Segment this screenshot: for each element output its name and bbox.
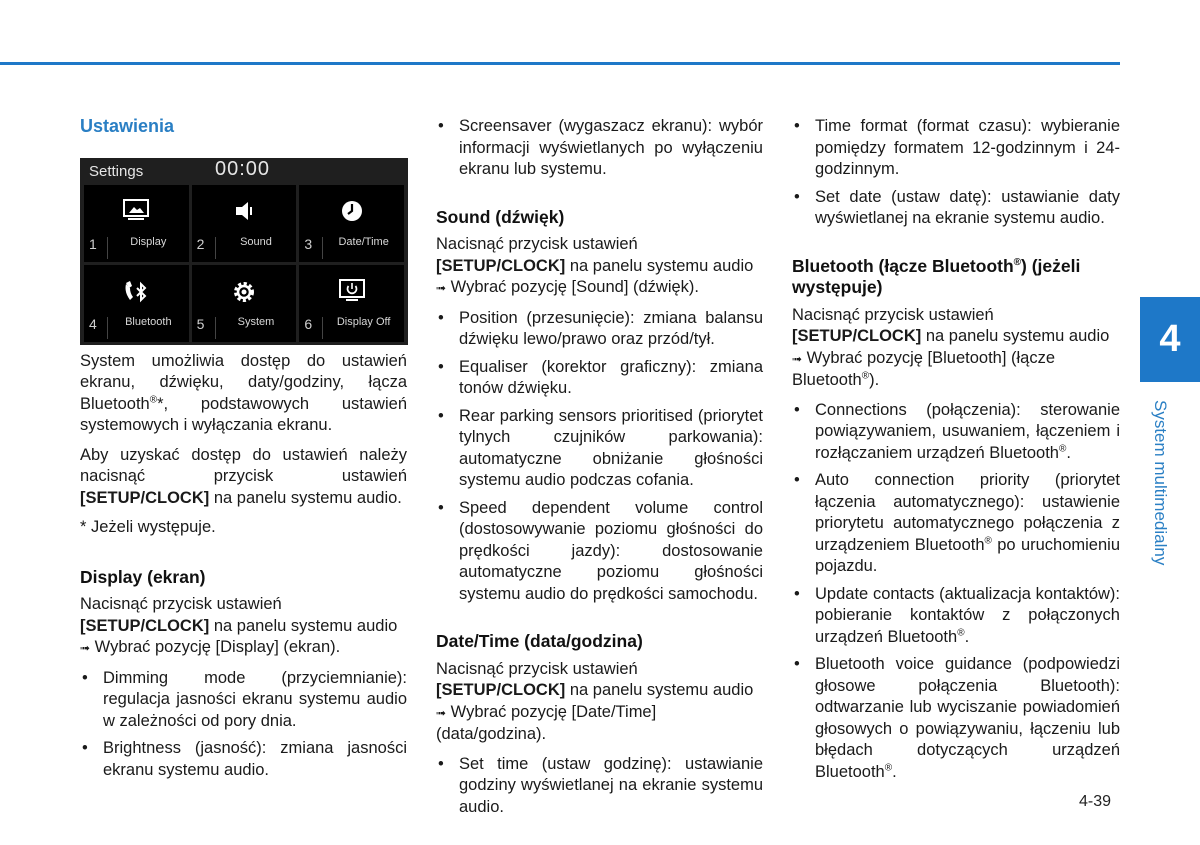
tile-sound[interactable] xyxy=(192,185,297,262)
list-item: • Brightness (jasność): zmiana jasności ekranu systemu audio. xyxy=(80,738,407,781)
settings-screen xyxy=(80,158,408,345)
display-list-continued xyxy=(436,116,763,181)
bluetooth-instruction: Nacisnąć przycisk ustawień [SETUP/CLOCK] na panelu systemu audio ➟ Wybrać pozycję [Bluetooth] (łącze Bluetooth®). xyxy=(792,305,1110,389)
arrow-icon: ➟ xyxy=(436,705,447,720)
speaker-icon xyxy=(192,199,297,223)
tile-label: Bluetooth xyxy=(125,316,172,328)
sound-instruction: Nacisnąć przycisk ustawień [SETUP/CLOCK] na panelu systemu audio ➟ Wybrać pozycję [Sound] (dźwięk). xyxy=(436,235,754,296)
arrow-icon: ➟ xyxy=(436,281,447,295)
section-heading: Ustawienia xyxy=(80,116,175,136)
monitor-power-icon xyxy=(299,279,404,303)
tile-number: 4 xyxy=(89,314,107,336)
tile-number: 2 xyxy=(197,234,215,256)
date-time-list-continued xyxy=(792,116,1120,230)
sound-list xyxy=(436,308,763,606)
tile-number: 5 xyxy=(197,314,215,336)
list-item: • Dimming mode (przyciemnianie): regulacja jasności ekranu systemu audio w zależności od pory dnia. xyxy=(80,668,407,733)
clock-icon xyxy=(299,199,404,223)
arrow-icon: ➟ xyxy=(80,641,91,655)
bluetooth-heading: Bluetooth (łącze Bluetooth®) (jeżeli występuje) xyxy=(792,255,1081,297)
list-item: • Connections (połączenia): sterowanie powiązywaniem, usuwaniem, łączeniem i rozłączaniem urządzeń Bluetooth®. xyxy=(792,400,1120,465)
tile-date-time[interactable] xyxy=(299,185,404,262)
tile-label: Sound xyxy=(240,236,272,248)
tile-number: 3 xyxy=(304,234,322,256)
list-item: • Time format (format czasu): wybieranie pomiędzy formatem 12-godzinnym i 24-godzinnym. xyxy=(792,116,1120,181)
tile-bluetooth[interactable] xyxy=(84,265,189,342)
list-item: • Rear parking sensors prioritised (priorytet tylnych czujników parkowania): automatyczne obniżanie głośności systemu audio podczas cofania. xyxy=(436,406,763,492)
list-item: • Set time (ustaw godzinę): ustawianie godziny wyświetlanej na ekranie systemu audio. xyxy=(436,754,763,819)
bluetooth-list xyxy=(792,400,1120,784)
arrow-icon: ➟ xyxy=(792,351,803,366)
tile-display[interactable] xyxy=(84,185,189,262)
bluetooth-phone-icon xyxy=(84,279,189,303)
screen-title: Settings xyxy=(89,162,144,180)
page-number: 4-39 xyxy=(1079,793,1112,810)
tile-label: System xyxy=(237,316,275,328)
display-instruction: Nacisnąć przycisk ustawień [SETUP/CLOCK] na panelu systemu audio ➟ Wybrać pozycję [Display] (ekran). xyxy=(80,595,398,656)
tile-display-off[interactable] xyxy=(299,265,404,342)
chapter-tab[interactable]: 4 xyxy=(1140,297,1200,382)
sound-heading: Sound (dźwięk) xyxy=(436,206,565,227)
screen-status-bar xyxy=(80,158,408,186)
list-item: • Set date (ustaw datę): ustawianie daty wyświetlanej na ekranie systemu audio. xyxy=(792,187,1120,230)
list-item: • Auto connection priority (priorytet łączenia automatycznego): ustawienie priorytetu automatycznego połączenia z urządzeniem Bluetooth® po uruchomieniu pojazdu. xyxy=(792,470,1120,578)
tile-system[interactable] xyxy=(192,265,297,342)
list-item: • Equaliser (korektor graficzny): zmiana tonów dźwięku. xyxy=(436,357,763,400)
column-1 xyxy=(80,100,407,787)
column-3 xyxy=(792,116,1120,789)
display-icon xyxy=(84,199,189,223)
display-list xyxy=(80,668,407,782)
intro-paragraph: System umożliwia dostęp do ustawień ekranu, dźwięku, daty/godziny, łącza Bluetooth®*, podstawowych ustawień systemowych i wyłączania ekranu. xyxy=(80,351,407,434)
list-item: • Update contacts (aktualizacja kontaktów): pobieranie kontaktów z połączonych urządzeń Bluetooth®. xyxy=(792,584,1120,649)
date-time-heading: Date/Time (data/godzina) xyxy=(436,631,643,651)
footnote: * Jeżeli występuje. xyxy=(80,518,216,536)
access-paragraph: Aby uzyskać dostęp do ustawień należy nacisnąć przycisk ustawień [SETUP/CLOCK] na panelu systemu audio. xyxy=(80,445,407,507)
tile-label: Display xyxy=(130,236,167,248)
settings-grid xyxy=(84,185,404,342)
tile-label: Display Off xyxy=(336,316,391,328)
chapter-title: System multimedialny xyxy=(1151,400,1170,566)
gear-icon xyxy=(192,279,297,303)
tile-number: 1 xyxy=(89,234,107,256)
list-item: • Bluetooth voice guidance (podpowiedzi głosowe połączenia Bluetooth): odtwarzanie lub wyciszanie powiadomień głosowych o powiązywaniu, łączeniu lub błędach dotyczących urządzeń Bluetooth®. xyxy=(792,654,1120,783)
header-rule xyxy=(0,62,1120,65)
date-time-instruction: Nacisnąć przycisk ustawień [SETUP/CLOCK] na panelu systemu audio ➟ Wybrać pozycję [Date/Time] (data/godzina). xyxy=(436,659,754,743)
list-item: • Speed dependent volume control (dostosowywanie poziomu głośności do prędkości jazdy): dostosowanie automatyczne poziomu głośności systemu audio do prędkości samochodu. xyxy=(436,498,763,606)
display-heading: Display (ekran) xyxy=(80,566,206,587)
list-item: • Position (przesunięcie): zmiana balansu dźwięku lewo/prawo oraz przód/tył. xyxy=(436,308,763,351)
screen-clock: 00:00 xyxy=(215,157,271,180)
date-time-list xyxy=(436,754,763,819)
column-2 xyxy=(436,116,763,824)
tile-label: Date/Time xyxy=(338,236,389,248)
list-item: • Screensaver (wygaszacz ekranu): wybór informacji wyświetlanych po wyłączeniu ekranu lub systemu. xyxy=(436,116,763,181)
tile-number: 6 xyxy=(304,314,322,336)
